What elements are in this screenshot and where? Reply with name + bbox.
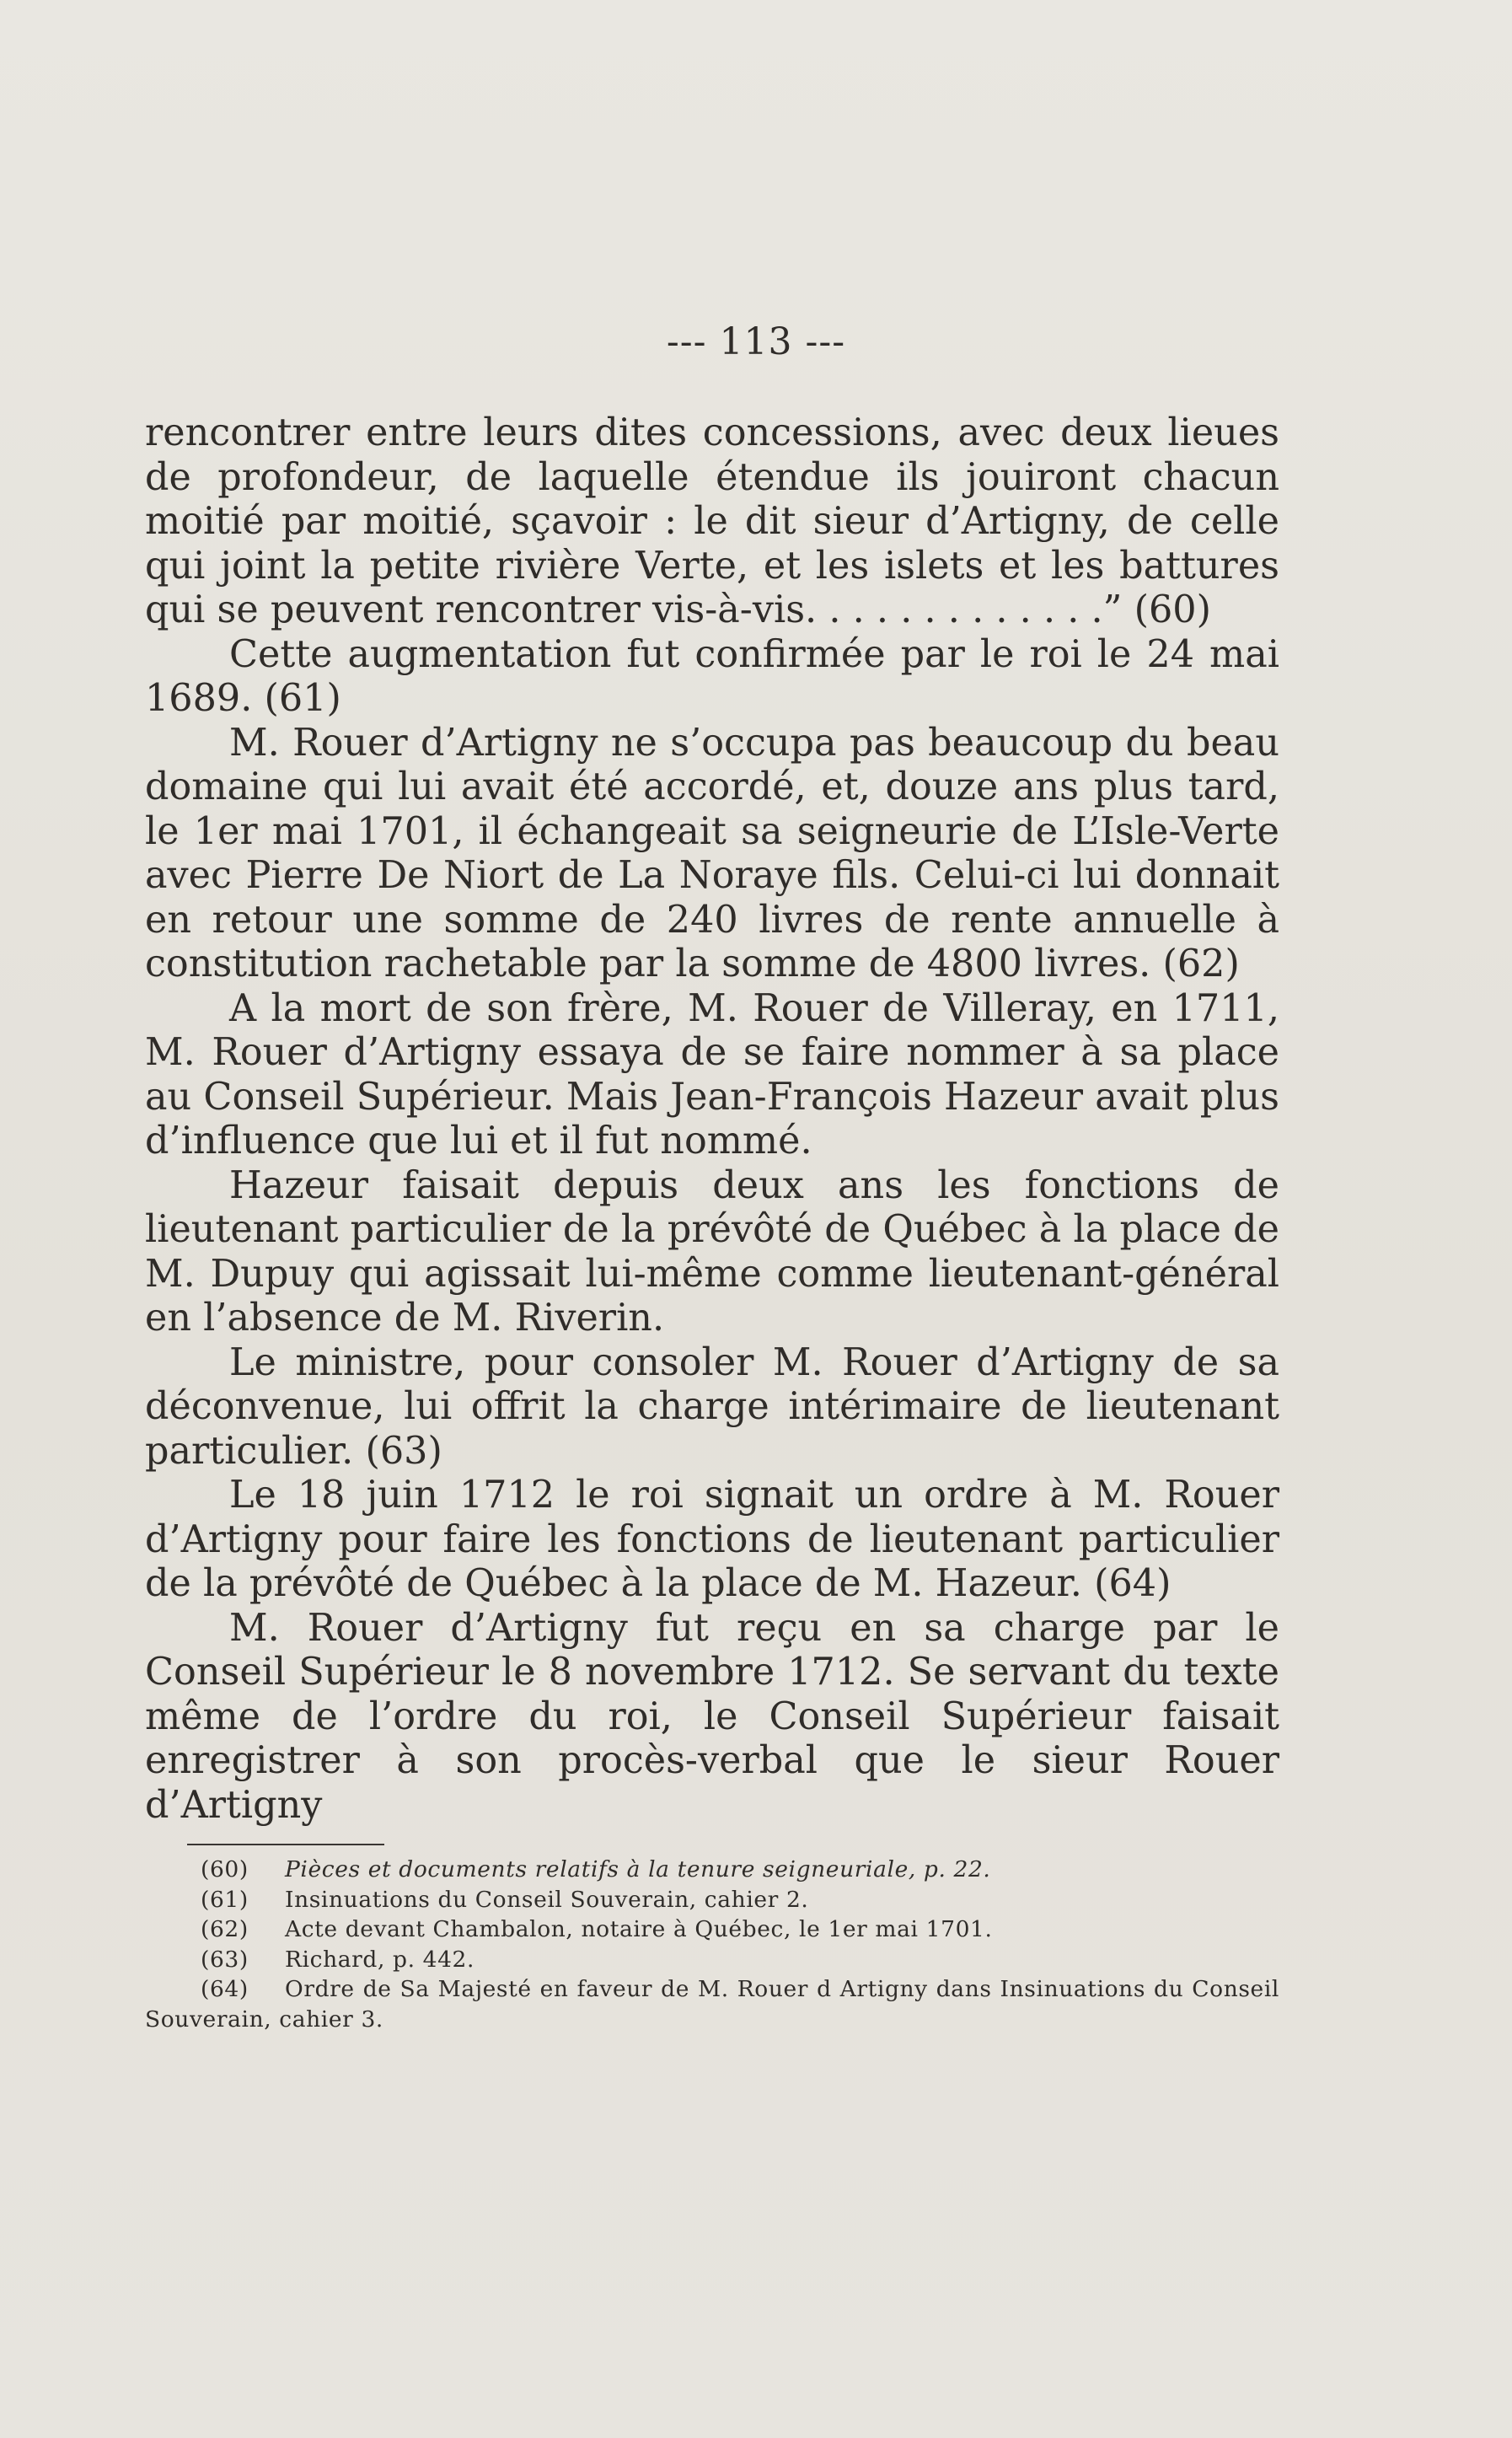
footnote-number: (63)	[201, 1946, 249, 1973]
footnote-number: (64)	[201, 1976, 249, 2002]
paragraph-8: M. Rouer d’Artigny fut reçu en sa charge par le Conseil Supérieur le 8 novembre 1712. Se servant du texte même de l’ordre du roi, le Conseil Supérieur faisait enregistrer à son procès-verbal que le sieur Rouer d’Artigny	[145, 1606, 1279, 1827]
footnote-text	[285, 1855, 1279, 1885]
footnote-number: (62)	[201, 1916, 249, 1942]
footnote-number: (60)	[201, 1856, 249, 1882]
footnote-64	[145, 1974, 1279, 2034]
paragraph-7: Le 18 juin 1712 le roi signait un ordre à M. Rouer d’Artigny pour faire les fonctions de lieutenant particulier de la prévôté de Québec à la place de M. Hazeur. (64)	[145, 1474, 1279, 1605]
footnote-divider	[187, 1844, 384, 1845]
paragraph-1: rencontrer entre leurs dites concessions, avec deux lieues de profondeur, de laquelle étendue ils jouiront chacun moitié par moitié, sçavoir : le dit sieur d’Artigny, de celle qui joint la petite rivière Verte, et les islets et les battures qui se peuvent rencontrer vis-à-vis. . . . . . . . . . . . .” (60)	[145, 411, 1279, 631]
page-number: --- 113 ---	[666, 320, 846, 363]
paragraph-2: Cette augmentation fut confirmée par le roi le 24 mai 1689. (61)	[145, 632, 1279, 720]
footnote-text: Richard, p. 442.	[285, 1946, 475, 1973]
footnote-text: Insinuations du Conseil Souverain, cahier 2.	[285, 1886, 809, 1913]
footnotes	[145, 1855, 1279, 2034]
footnote-title: Pièces et documents relatifs à la tenure seigneuriale, p. 22.	[285, 1856, 991, 1882]
footnote-61	[145, 1885, 1279, 1915]
footnote-text: Ordre de Sa Majesté en faveur de M. Rouer d Artigny dans Insinuations du Conseil Souverain, cahier 3.	[145, 1976, 1279, 2033]
paragraph-5: Hazeur faisait depuis deux ans les fonctions de lieutenant particulier de la prévôté de Québec à la place de M. Dupuy qui agissait lui-même comme lieutenant-général en l’absence de M. Riverin.	[145, 1163, 1279, 1340]
footnote-number: (61)	[201, 1886, 249, 1913]
paragraph-6: Le ministre, pour consoler M. Rouer d’Artigny de sa déconvenue, lui offrit la charge intérimaire de lieutenant particulier. (63)	[145, 1340, 1279, 1473]
footnote-62	[145, 1914, 1279, 1945]
footnote-63	[145, 1945, 1279, 1975]
paragraph-4: A la mort de son frère, M. Rouer de Villeray, en 1711, M. Rouer d’Artigny essaya de se faire nommer à sa place au Conseil Supérieur. Mais Jean-François Hazeur avait plus d’influence que lui et il fut nommé.	[145, 986, 1279, 1163]
paragraph-3: M. Rouer d’Artigny ne s’occupa pas beaucoup du beau domaine qui lui avait été accordé, et, douze ans plus tard, le 1er mai 1701, il échangeait sa seigneurie de L’Isle-Verte avec Pierre De Niort de La Noraye fils. Celui-ci lui donnait en retour une somme de 240 livres de rente annuelle à constitution rachetable par la somme de 4800 livres. (62)	[145, 721, 1279, 985]
footnote-text: Acte devant Chambalon, notaire à Québec, le 1er mai 1701.	[285, 1916, 993, 1942]
footnote-60	[145, 1855, 1279, 1885]
body-text	[145, 411, 1279, 1828]
